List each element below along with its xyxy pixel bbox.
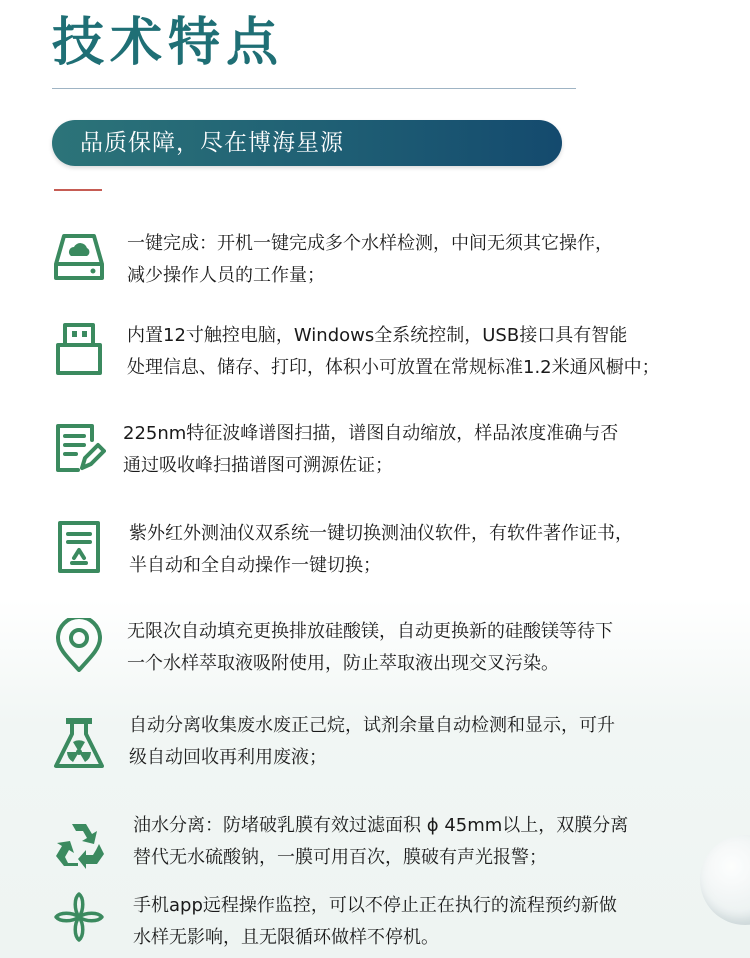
feature-text: 一键完成：开机一键完成多个水样检测，中间无须其它操作， 减少操作人员的工作量； — [127, 233, 613, 286]
quality-banner — [52, 120, 562, 166]
radiation-flask-icon — [52, 716, 106, 770]
page-title: 技术特点 — [52, 13, 285, 73]
feature-text: 225nm特征波峰谱图扫描，谱图自动缩放，样品浓度准确与否 通过吸收峰扫描谱图可溯源佐证； — [123, 423, 619, 476]
fan-icon — [52, 890, 106, 944]
title-divider — [52, 88, 576, 89]
feature-text: 自动分离收集废水废正己烷，试剂余量自动检测和显示，可升 级自动回收再利用废液； — [129, 715, 615, 768]
location-pin-icon — [52, 618, 106, 672]
cloud-drive-icon — [52, 230, 106, 284]
feature-text: 内置12寸触控电脑，Windows全系统控制，USB接口具有智能 处理信息、储存、打印，体积小可放置在常规标准1.2米通风橱中； — [127, 325, 660, 378]
usb-icon — [52, 322, 106, 376]
accent-line — [54, 189, 102, 191]
feature-text: 油水分离：防堵破乳膜有效过滤面积 ϕ 45mm以上，双膜分离 替代无水硫酸钠，一膜可用百次，膜破有声光报警； — [133, 815, 629, 868]
recycle-icon — [52, 818, 106, 872]
document-edit-icon — [52, 420, 106, 474]
feature-text: 手机app远程操作监控，可以不停止正在执行的流程预约新做 水样无影响，且无限循环做样不停机。 — [133, 895, 617, 948]
feature-text: 紫外红外测油仪双系统一键切换测油仪软件，有软件著作证书， 半自动和全自动操作一键切换； — [129, 523, 633, 576]
feature-text: 无限次自动填充更换排放硅酸镁，自动更换新的硅酸镁等待下 一个水样萃取液吸附使用，防止萃取液出现交叉污染。 — [127, 621, 613, 674]
certificate-icon — [52, 520, 106, 574]
banner-text: 品质保障，尽在博海星源 — [80, 130, 344, 156]
